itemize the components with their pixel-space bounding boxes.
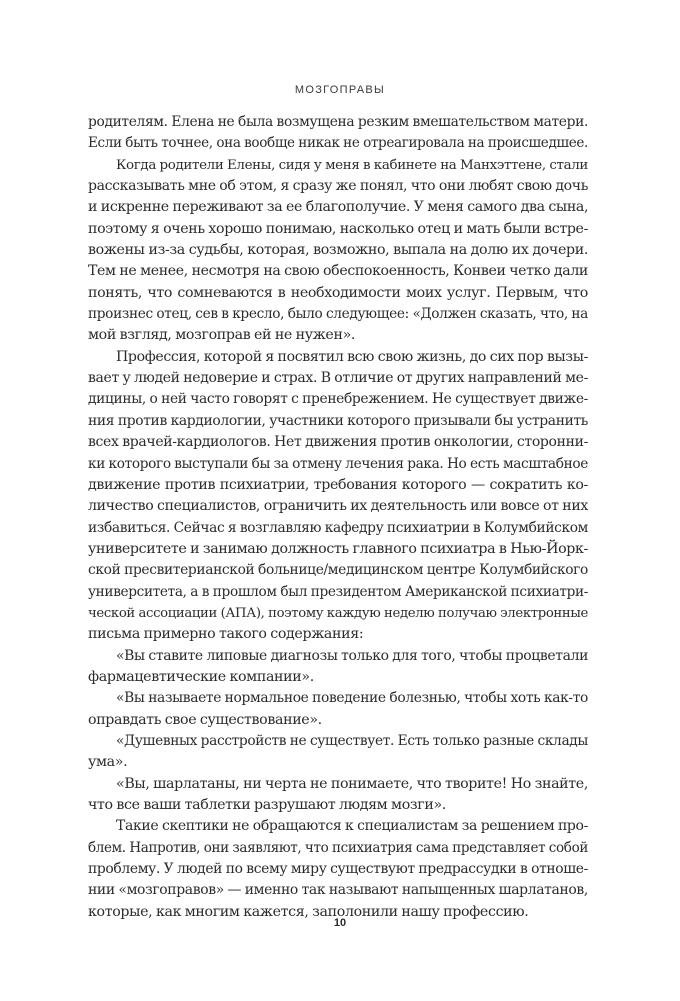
text-line: ния против кардиологии, участники которого призывали бы устранить (88, 412, 588, 429)
text-line: произнес отец, сев в кресло, было следующее: «Должен сказать, что, на (88, 306, 588, 323)
text-line: которые, как многим кажется, заполонили нашу профессию. (88, 903, 529, 920)
text-line: блем. Напротив, они заявляют, что психиатрия сама представляет собой (88, 839, 588, 856)
text-line: мой взгляд, мозгоправ ей не нужен». (88, 327, 356, 344)
text-line: поэтому я очень хорошо понимаю, насколько отец и мать были встре- (88, 220, 588, 237)
text-line: университета, а в прошлом был президентом Американской психиатри- (88, 583, 588, 600)
text-line: «Душевных расстройств не существует. Есть только разные склады (116, 732, 588, 749)
text-line: дицины, о ней часто говорят с пренебрежением. Не существует движе- (88, 391, 588, 408)
text-line: университете и занимаю должность главного психиатра в Нью-Йорк- (88, 540, 588, 557)
text-line: Такие скептики не обращаются к специалистам за решением про- (116, 818, 588, 835)
text-line: понять, что сомневаются в необходимости моих услуг. Первым, что (88, 284, 588, 301)
text-line: избавиться. Сейчас я возглавляю кафедру психиатрии в Колумбийском (88, 519, 588, 536)
text-line: ки которого выступали бы за отмену лечения рака. Но есть масштабное (88, 455, 588, 472)
text-line: проблему. У людей по всему миру существуют предрассудки в отноше- (88, 861, 588, 878)
text-line: родителям. Елена не была возмущена резким вмешательством матери. (88, 114, 588, 130)
text-line: нии «мозгоправов» — именно так называют напыщенных шарлатанов, (88, 882, 588, 899)
text-line: письма примерно такого содержания: (88, 626, 364, 643)
text-line: рассказывать мне об этом, я сразу же понял, что они любят свою дочь (88, 178, 588, 195)
page-number: 10 (333, 917, 347, 929)
text-line: личество специалистов, ограничить их деятельность или вовсе от них (88, 498, 588, 515)
text-line: Когда родители Елены, сидя у меня в кабинете на Манхэттене, стали (116, 157, 588, 173)
text-line: вает у людей недоверие и страх. В отличие от других направлений ме- (88, 370, 588, 387)
text-line: и искренне переживают за ее благополучие. У меня самого два сына, (88, 199, 589, 216)
text-line: что все ваши таблетки разрушают людям мозги». (88, 797, 446, 813)
text-line: Если быть точнее, она вообще никак не отреагировала на происшедшее. (88, 135, 588, 152)
text-line: оправдать свое существование». (88, 711, 322, 728)
text-line: вожены из-за судьбы, которая, возможно, выпала на долю их дочери. (88, 242, 588, 259)
text-line: «Вы ставите липовые диагнозы только для того, чтобы процветали (116, 647, 588, 664)
running-head: МОЗГОПРАВЫ (294, 84, 386, 96)
text-line: ской пресвитерианской больнице/медицинском центре Колумбийского (88, 562, 588, 579)
body-text (88, 112, 588, 923)
text-line: всех врачей-кардиологов. Нет движения против онкологии, сторонни- (88, 434, 588, 451)
text-line: «Вы, шарлатаны, ни черта не понимаете, что творите! Но знайте, (116, 775, 588, 792)
text-line: Тем не менее, несмотря на свою обеспокоенность, Конвеи четко дали (88, 263, 588, 280)
text-line: ума». (88, 754, 128, 771)
text-line: Профессия, которой я посвятил всю свою жизнь, до сих пор вызы- (116, 348, 588, 365)
text-line: ческой ассоциации (АПА), поэтому каждую неделю получаю электронные (88, 605, 588, 621)
text-line: фармацевтические компании». (88, 668, 314, 685)
text-line: «Вы называете нормальное поведение болезнью, чтобы хоть как-то (116, 690, 588, 707)
text-line: движение против психиатрии, требования которого — сократить ко- (88, 476, 588, 493)
